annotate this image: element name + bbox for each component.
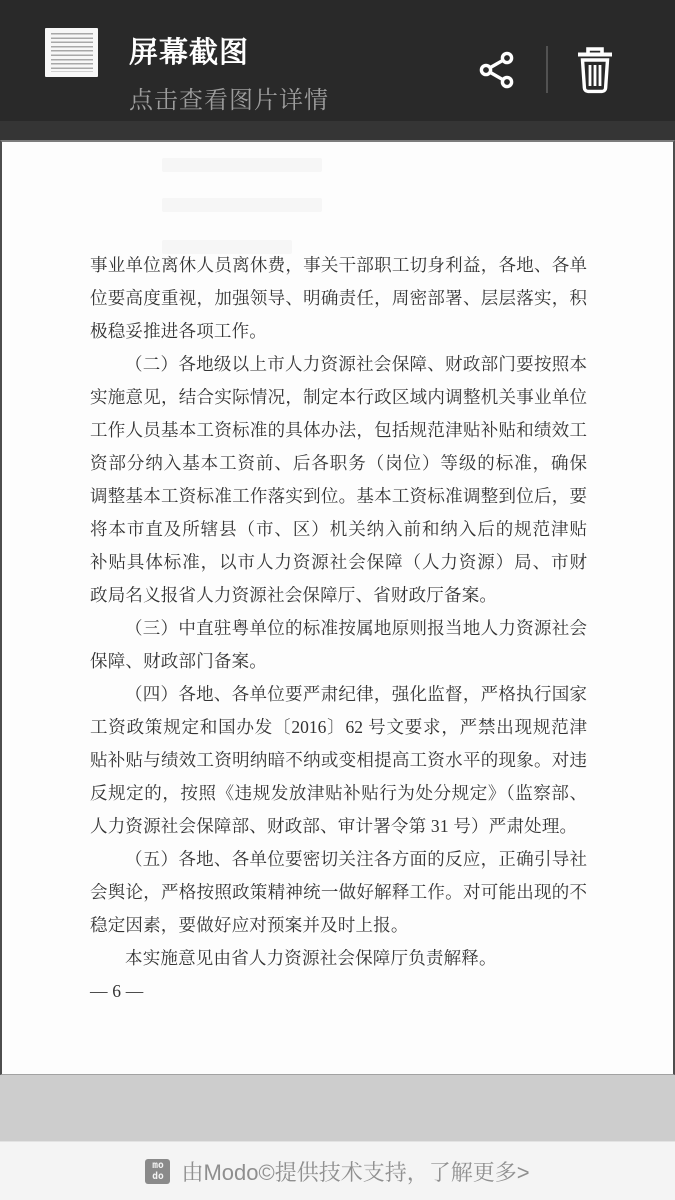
document-lines bbox=[90, 249, 587, 1008]
document-line: 人力资源社会保障部、财政部、审计署令第 31 号）严肃处理。 bbox=[90, 816, 578, 836]
document-line: （五）各地、各单位要密切关注各方面的反应，正确引导社 bbox=[125, 849, 587, 869]
screenshot-thumbnail[interactable] bbox=[45, 28, 98, 77]
modo-logo-text-bottom: do bbox=[152, 1171, 164, 1182]
share-button[interactable] bbox=[477, 50, 517, 90]
document-line: 会舆论，严格按照政策精神统一做好解释工作。对可能出现的不 bbox=[90, 882, 587, 902]
document-line: 调整基本工资标准工作落实到位。基本工资标准调整到位后，要 bbox=[90, 486, 587, 506]
delete-button[interactable] bbox=[572, 44, 618, 96]
document-line: 本实施意见由省人力资源社会保障厅负责解释。 bbox=[125, 948, 497, 968]
document-line: 补贴具体标准，以市人力资源社会保障（人力资源）局、市财 bbox=[90, 552, 587, 572]
header-shadow-strip bbox=[0, 121, 675, 140]
document-page-image[interactable] bbox=[0, 140, 675, 1075]
document-line: 位要高度重视，加强领导、明确责任，周密部署、层层落实，积 bbox=[90, 288, 587, 308]
document-line: 反规定的，按照《违规发放津贴补贴行为处分规定》（监察部、 bbox=[90, 783, 587, 803]
trash-icon bbox=[572, 44, 618, 96]
document-line: 工作人员基本工资标准的具体办法，包括规范津贴补贴和绩效工 bbox=[90, 420, 587, 440]
ghost-bleed-mark bbox=[162, 198, 322, 212]
document-line: 保障、财政部门备案。 bbox=[90, 651, 267, 671]
share-icon bbox=[477, 50, 517, 90]
document-line: 贴补贴与绩效工资明纳暗不纳或变相提高工资水平的现象。对违 bbox=[90, 750, 587, 770]
modo-logo-icon bbox=[145, 1159, 170, 1184]
footer-text[interactable]: 由Modo©提供技术支持，了解更多> bbox=[181, 1159, 530, 1185]
document-line: 工资政策规定和国办发〔2016〕62 号文要求，严禁出现规范津 bbox=[90, 717, 587, 737]
document-line: 政局名义报省人力资源社会保障厅、省财政厅备案。 bbox=[90, 585, 498, 605]
document-line: 将本市直及所辖县（市、区）机关纳入前和纳入后的规范津贴 bbox=[90, 519, 587, 539]
footer-attribution-link[interactable] bbox=[0, 1141, 675, 1200]
page-number: — 6 — bbox=[90, 981, 144, 1001]
ghost-bleed-mark bbox=[162, 158, 322, 172]
thumbnail-text-pattern bbox=[51, 33, 93, 72]
document-line: 极稳妥推进各项工作。 bbox=[90, 321, 267, 341]
app-header bbox=[0, 0, 675, 121]
document-line: 实施意见，结合实际情况，制定本行政区域内调整机关事业单位 bbox=[90, 387, 587, 407]
document-line: （三）中直驻粤单位的标准按属地原则报当地人力资源社会 bbox=[125, 618, 587, 638]
page-subtitle[interactable]: 点击查看图片详情 bbox=[129, 87, 329, 114]
content-backdrop bbox=[0, 1075, 675, 1141]
modo-logo-text-top: mo bbox=[152, 1159, 164, 1171]
document-line: （二）各地级以上市人力资源社会保障、财政部门要按照本 bbox=[125, 354, 587, 374]
document-line: （四）各地、各单位要严肃纪律，强化监督，严格执行国家 bbox=[125, 684, 587, 704]
page-title[interactable]: 屏幕截图 bbox=[129, 37, 250, 69]
document-line: 稳定因素，要做好应对预案并及时上报。 bbox=[90, 915, 409, 935]
document-line: 事业单位离休人员离休费，事关干部职工切身利益，各地、各单 bbox=[90, 255, 587, 275]
header-divider bbox=[546, 46, 548, 93]
document-line: 资部分纳入基本工资前、后各职务（岗位）等级的标准，确保 bbox=[90, 453, 587, 473]
